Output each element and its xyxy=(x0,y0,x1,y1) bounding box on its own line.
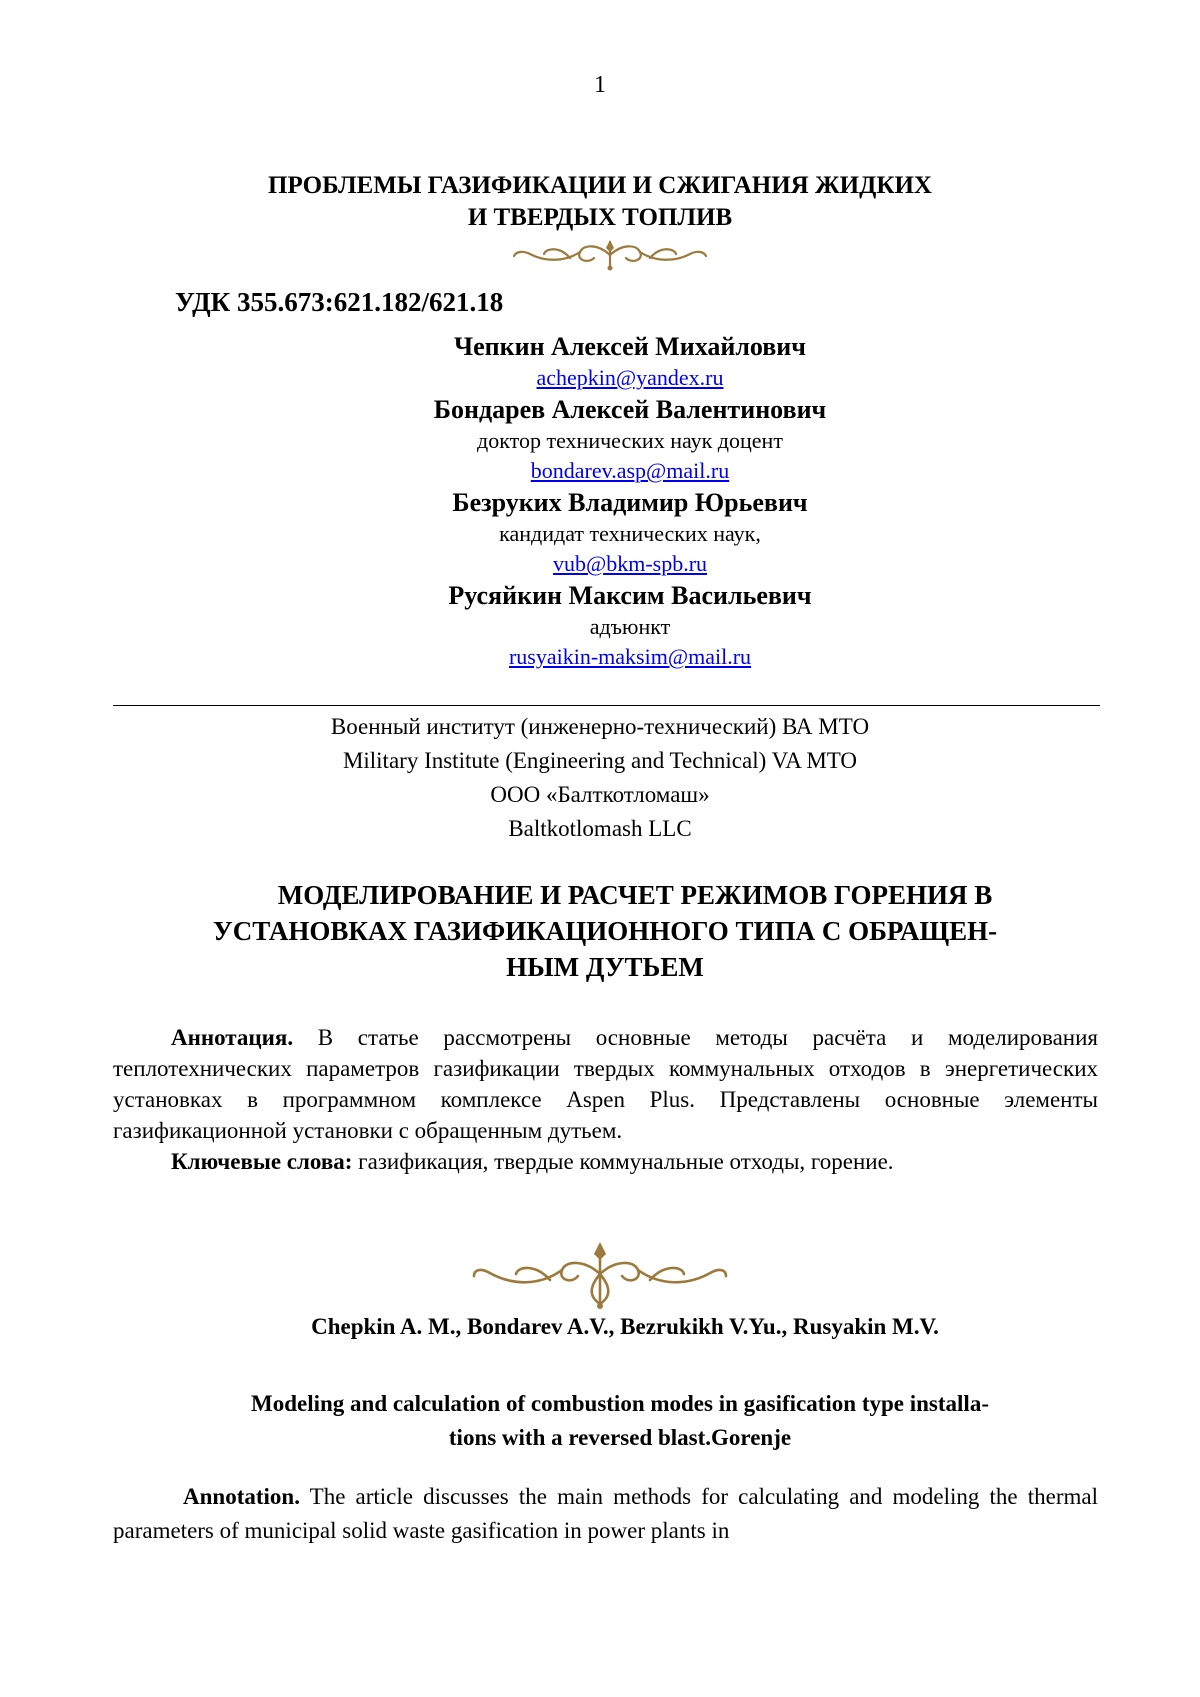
english-title xyxy=(140,1387,1100,1455)
author-name: Чепкин Алексей Михайлович xyxy=(454,332,806,361)
author-email-link[interactable]: vub@bkm-spb.ru xyxy=(552,551,708,576)
author-degree: адъюнкт xyxy=(589,614,671,639)
ornament-divider-icon xyxy=(510,238,710,272)
article-title xyxy=(110,877,1100,985)
abstract-ru-paragraph xyxy=(113,1022,1098,1146)
english-title-line-2: tions with a reversed blast.Gorenje xyxy=(448,1425,792,1450)
author-list xyxy=(360,330,900,672)
article-title-line-3: НЫМ ДУТЬЕМ xyxy=(506,952,704,982)
author-email-link[interactable]: achepkin@yandex.ru xyxy=(536,365,724,390)
abstract-en-label: Annotation. xyxy=(183,1484,300,1509)
affiliation-list xyxy=(0,710,1200,846)
author-name: Русяйкин Максим Васильевич xyxy=(448,581,812,610)
author-degree: доктор технических наук доцент xyxy=(477,428,783,453)
english-authors: Chepkin A. M., Bondarev A.V., Bezrukikh V.Yu., Rusyakin M.V. xyxy=(311,1314,939,1339)
udc-code: УДК 355.673:621.182/621.18 xyxy=(175,287,504,317)
affiliation-line: Baltkotlomash LLC xyxy=(508,816,692,841)
section-heading-line-2: И ТВЕРДЫХ ТОПЛИВ xyxy=(467,204,733,231)
author-degree: кандидат технических наук, xyxy=(499,521,761,546)
abstract-ru xyxy=(113,1022,1098,1177)
keywords-ru-text: газификация, твердые коммунальные отходы, горение. xyxy=(352,1149,894,1174)
affiliation-line: ООО «Балткотломаш» xyxy=(490,782,710,807)
article-title-line-2: УСТАНОВКАХ ГАЗИФИКАЦИОННОГО ТИПА С ОБРАЩЕН- xyxy=(212,916,998,946)
keywords-ru-paragraph xyxy=(113,1146,1098,1177)
author-email-link[interactable]: rusyaikin-maksim@mail.ru xyxy=(508,644,752,669)
keywords-ru-label: Ключевые слова: xyxy=(171,1149,353,1174)
english-title-line-1: Modeling and calculation of combustion modes in gasification type installa- xyxy=(251,1391,989,1416)
affiliation-line: Военный институт (инженерно-технический) ВА МТО xyxy=(330,714,870,739)
author-name: Бондарев Алексей Валентинович xyxy=(433,395,827,424)
horizontal-rule xyxy=(113,705,1100,706)
section-heading xyxy=(0,170,1200,234)
page-number: 1 xyxy=(594,72,606,98)
section-heading-line-1: ПРОБЛЕМЫ ГАЗИФИКАЦИИ И СЖИГАНИЯ ЖИДКИХ xyxy=(268,172,932,199)
affiliation-line: Military Institute (Engineering and Technical) VA MTO xyxy=(342,748,858,773)
abstract-ru-text: В статье рассмотрены основные методы расчёта и моделирования теплотехнических параметров газификации твердых коммунальных отходов в энергетических установках в программном комплексе Aspen Plus. Представлены основные элементы газификационной установки с обращенным дутьем. xyxy=(113,1025,1098,1143)
abstract-en xyxy=(113,1480,1098,1548)
ornament-divider-icon xyxy=(470,1240,730,1310)
abstract-ru-label: Аннотация. xyxy=(171,1025,294,1050)
article-title-line-1: МОДЕЛИРОВАНИЕ И РАСЧЕТ РЕЖИМОВ ГОРЕНИЯ В xyxy=(277,880,993,910)
abstract-en-text: The article discusses the main methods for calculating and modeling the thermal parameters of municipal solid waste gasification in power plants in xyxy=(113,1484,1098,1543)
author-email-link[interactable]: bondarev.asp@mail.ru xyxy=(530,458,730,483)
author-name: Безруких Владимир Юрьевич xyxy=(452,488,808,517)
